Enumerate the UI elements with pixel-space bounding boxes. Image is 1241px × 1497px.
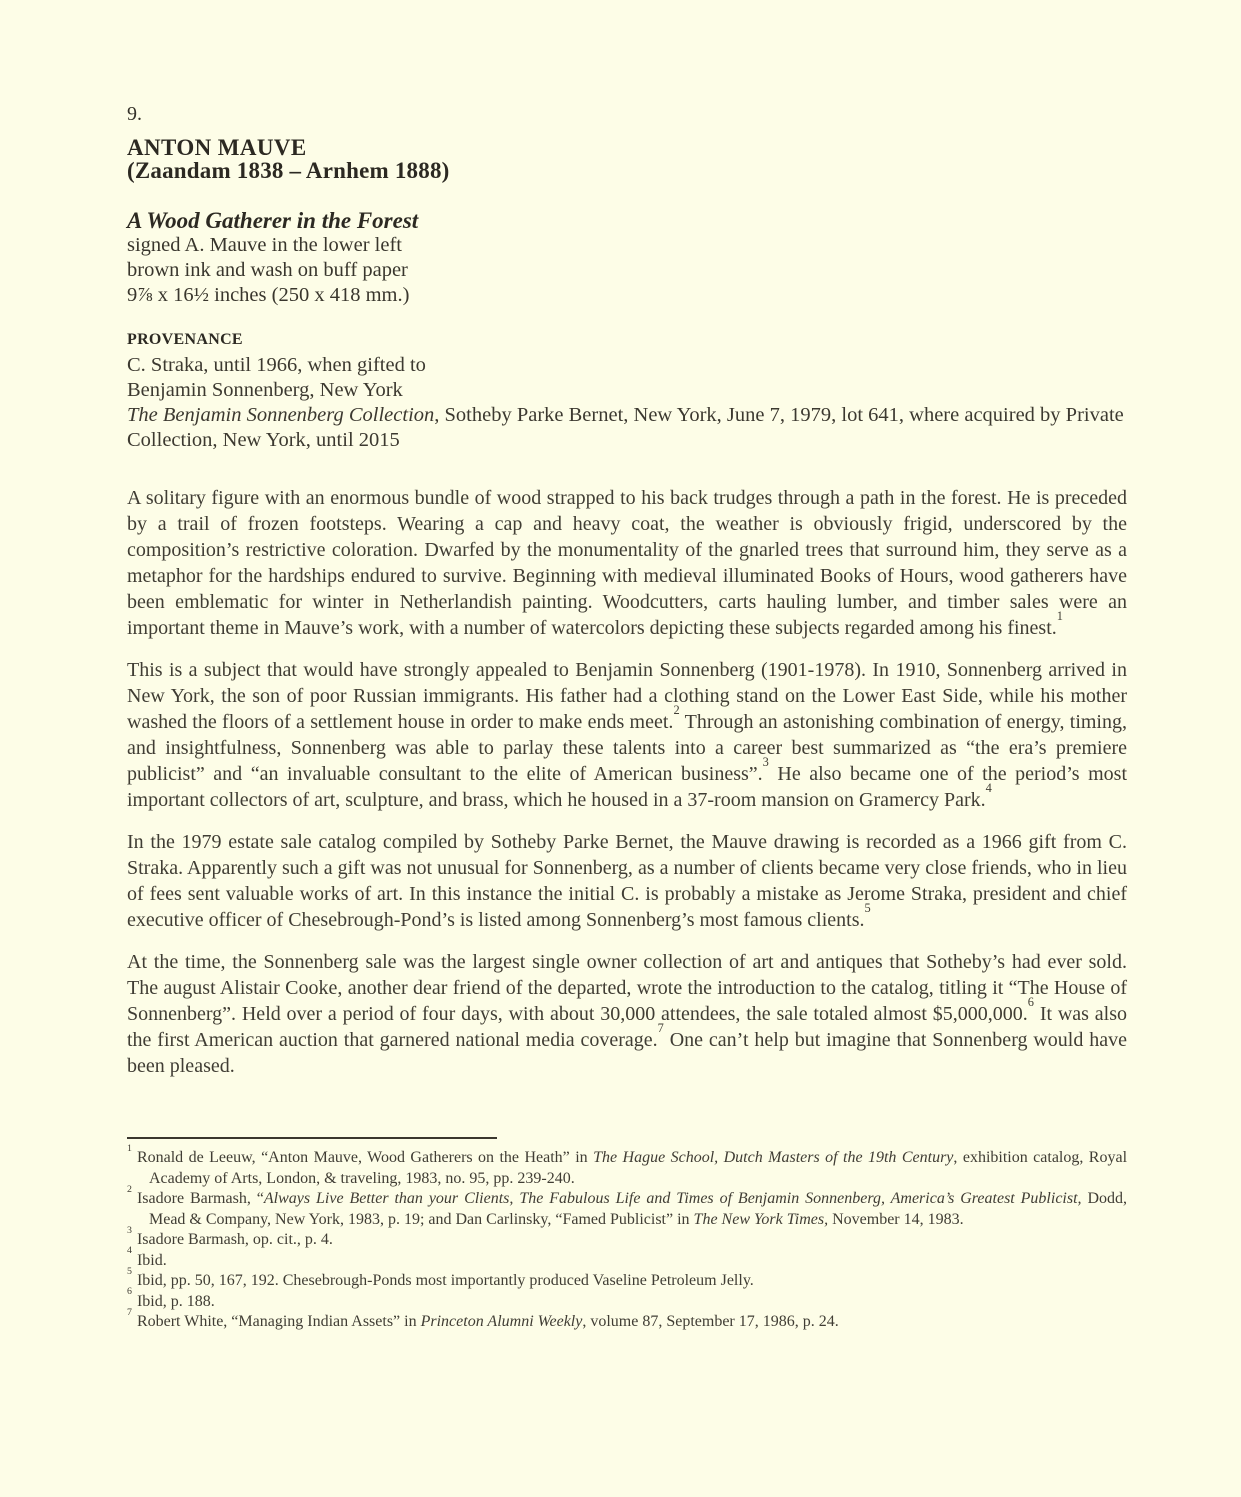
text-segment: , exhibition catalog, Royal Academy of Arts, London, & traveling, 1983, no. 95, pp. 239-240. [149,1149,1128,1187]
footnote-reference: 5 [864,901,871,916]
artwork-details [127,208,1127,308]
footnote [127,1224,1127,1251]
text-segment: The Hague School, Dutch Masters of the 19th Century [593,1149,954,1166]
footnote-marker: 2 [127,1183,132,1195]
footnote-text [137,1293,215,1310]
dimensions-line: 9⅞ x 16½ inches (250 x 418 mm.) [127,284,410,306]
footnote-marker: 4 [127,1245,132,1257]
text-segment: , Sotheby Parke Bernet, New York, June 7, 1979, lot 641, where acquired by Private Collection, New York, until 2015 [127,404,1124,451]
footnote-text [137,1190,1127,1228]
footnote [127,1286,1127,1313]
provenance-heading: PROVENANCE [127,331,243,348]
footnote-list [127,1142,1128,1333]
footnote-reference: 4 [985,781,992,796]
footnote-separator-rule [127,1137,497,1139]
provenance-section [127,330,1127,453]
text-segment: Princeton Alumni Weekly [420,1313,583,1330]
provenance-line [127,353,1127,378]
text-segment: Through an astonishing combination of energy, timing, and insightfulness, Sonnenberg was able to parlay these talents into a career best summarized as “the era’s premiere publicist” and “an invaluable consultant to the elite of American business”. [127,711,1127,785]
body-paragraph [127,657,1127,813]
footnote-text [137,1231,333,1248]
text-segment: The Benjamin Sonnenberg Collection [127,404,435,426]
footnotes-section [127,1137,1127,1333]
text-segment: Ibid, pp. 50, 167, 192. Chesebrough-Ponds most importantly produced Vaseline Petroleum Jelly. [136,1272,754,1289]
artist-name: ANTON MAUVE [127,135,307,160]
body-paragraph [127,949,1127,1079]
footnote-marker: 3 [127,1224,132,1236]
footnote-marker: 5 [127,1265,132,1277]
footnote [127,1265,1127,1292]
text-segment: At the time, the Sonnenberg sale was the largest single owner collection of art and antiques that Sotheby’s had ever sold. The august Alistair Cooke, another dear friend of the departed, wrote the introduction to the catalog, titling it “The House of Sonnenberg”. Held over a period of four days, with about 30,000 attendees, the sale totaled almost $5,000,000. [127,951,1127,1025]
artist-dates: (Zaandam 1838 – Arnhem 1888) [127,158,450,183]
text-segment: C. Straka, until 1966, when gifted to [127,354,426,376]
footnote-marker: 7 [127,1306,132,1318]
text-segment: , volume 87, September 17, 1986, p. 24. [582,1313,839,1330]
artwork-title: A Wood Gatherer in the Forest [127,208,419,233]
footnote-text [137,1149,1127,1187]
footnote-marker: 6 [127,1286,132,1298]
footnote-text [137,1313,839,1330]
footnote-marker: 1 [127,1142,132,1154]
text-segment: A solitary figure with an enormous bundle of wood strapped to his back trudges through a path in the forest. He is preceded by a trail of frozen footsteps. Wearing a cap and heavy coat, the weather is obviously frigid, underscored by the composition’s restrictive coloration. Dwarfed by the monumentality of the gnarled trees that surround him, they serve as a metaphor for the hardships endured to survive. Beginning with medieval illuminated Books of Hours, wood gatherers have been emblematic for winter in Netherlandish painting. Woodcutters, carts hauling lumber, and timber sales were an important theme in Mauve’s work, with a number of watercolors depicting these subjects regarded among his finest. [127,487,1127,639]
text-segment: Ibid. [136,1251,167,1269]
footnote [127,1245,1127,1272]
provenance-line [127,378,1127,403]
footnote-text [137,1272,754,1289]
footnote-reference: 1 [1056,609,1063,624]
text-segment: The New York Times, [693,1210,829,1228]
footnote [127,1183,1128,1230]
footnote-reference: 6 [1027,995,1034,1010]
lot-number: 9. [127,103,142,125]
footnote-reference: 7 [657,1021,664,1036]
text-segment: One can’t help but imagine that Sonnenberg would have been pleased. [127,1029,1127,1077]
footnote [127,1142,1128,1189]
text-segment: It was also the first American auction that garnered national media coverage. [127,1003,1127,1051]
text-segment: Robert White, “Managing Indian Assets” in [136,1313,421,1330]
text-segment: This is a subject that would have strongly appealed to Benjamin Sonnenberg (1901-1978). In 1910, Sonnenberg arrived in New York, the son of poor Russian immigrants. His father had a clothing stand on the Lower East Side, while his mother washed the floors of a settlement house in order to make ends meet. [127,659,1127,733]
text-segment: Isadore Barmash, “ [136,1190,264,1207]
provenance-line [127,403,1127,453]
signature-line: signed A. Mauve in the lower left [127,234,402,256]
essay-section [127,485,1127,1079]
footnote-text [137,1252,167,1269]
text-segment: Always Live Better than your Clients, The Fabulous Life and Times of Benjamin Sonnenberg, America’s Greatest Publicist, [263,1190,1082,1207]
body-paragraph [127,829,1127,933]
text-segment: Ibid, p. 188. [136,1292,215,1310]
footnote-reference: 3 [762,755,769,770]
text-segment: Isadore Barmash, op. cit., p. 4. [136,1231,333,1248]
footnote [127,1306,1127,1333]
text-segment: He also became one of the period’s most important collectors of art, sculpture, and brass, which he housed in a 37-room mansion on Gramercy Park. [127,763,1127,811]
text-segment: Dodd, Mead & Company, New York, 1983, p. 19; and Dan Carlinsky, “Famed Publicist” in [149,1190,1128,1228]
text-segment: November 14, 1983. [828,1210,964,1228]
text-segment: Ronald de Leeuw, “Anton Mauve, Wood Gatherers on the Heath” in [136,1149,594,1166]
medium-line: brown ink and wash on buff paper [127,259,408,281]
text-segment: Benjamin Sonnenberg, New York [127,379,403,401]
provenance-body [127,353,1127,453]
text-segment: In the 1979 estate sale catalog compiled by Sotheby Parke Bernet, the Mauve drawing is recorded as a 1966 gift from C. Straka. Apparently such a gift was not unusual for Sonnenberg, as a number of clients became very close friends, who in lieu of fees sent valuable works of art. In this instance the initial C. is probably a mistake as Jerome Straka, president and chief executive officer of Chesebrough-Pond’s is listed among Sonnenberg’s most famous clients. [127,831,1127,931]
body-paragraph [127,485,1127,641]
footnote-reference: 2 [673,703,680,718]
